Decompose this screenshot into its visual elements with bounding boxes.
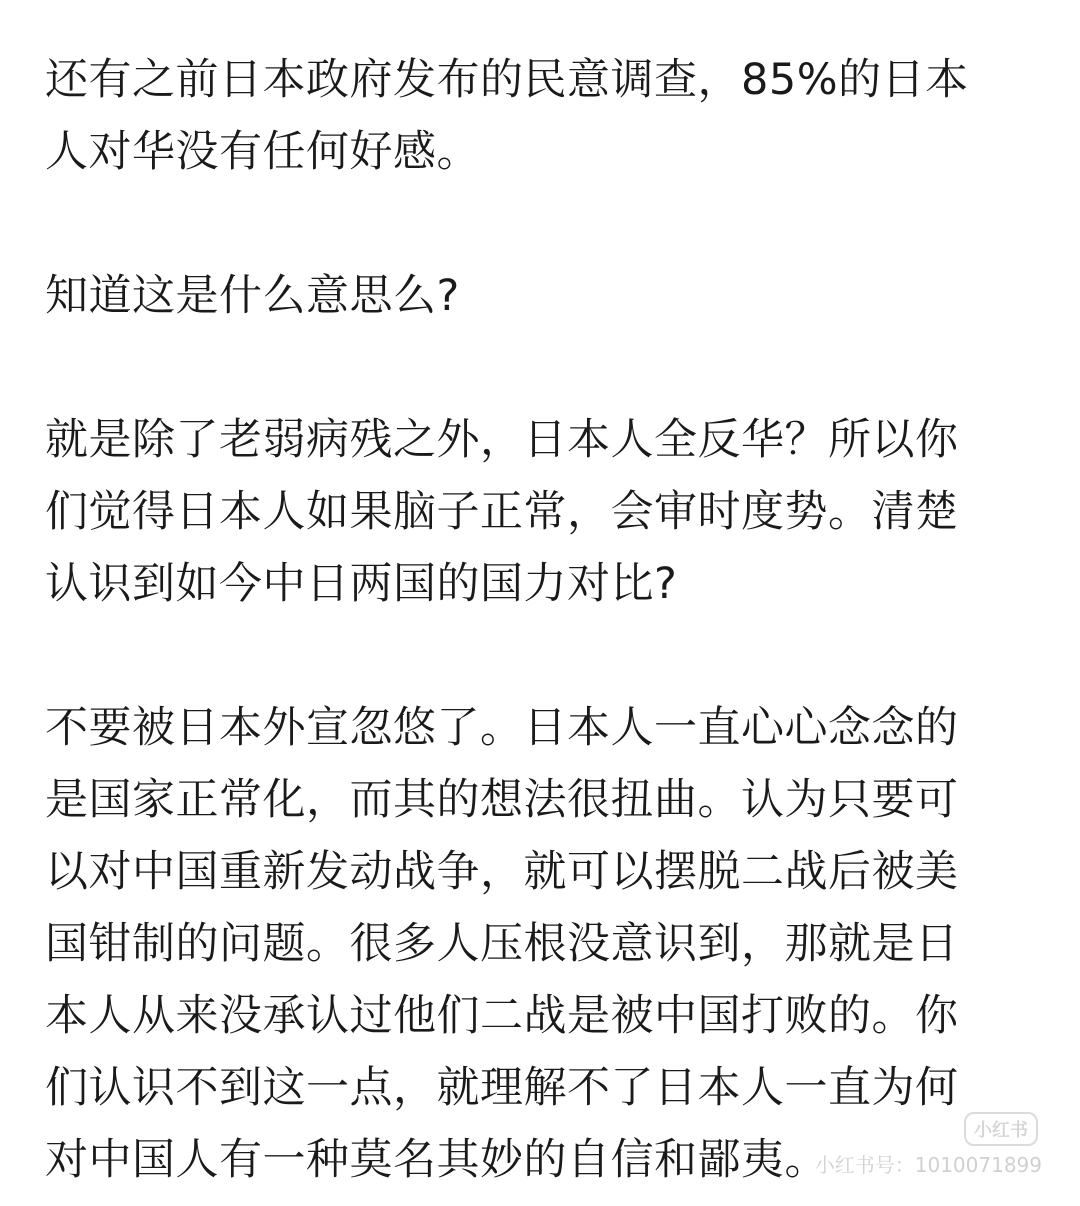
text-line: 们认识不到这一点，就理解不了日本人一直为何 bbox=[45, 1063, 959, 1113]
text-line: 们觉得日本人如果脑子正常，会审时度势。清楚 bbox=[45, 487, 959, 537]
text-line: 本人从来没承认过他们二战是被中国打败的。你 bbox=[45, 991, 959, 1041]
text-line: 是国家正常化，而其的想法很扭曲。认为只要可 bbox=[45, 775, 959, 825]
paragraph-gap bbox=[45, 620, 1035, 692]
text-line: 对中国人有一种莫名其妙的自信和鄙夷。 bbox=[45, 1135, 828, 1185]
paragraph-1 bbox=[45, 44, 1035, 188]
paragraph-gap bbox=[45, 188, 1035, 260]
paragraph-2 bbox=[45, 260, 1035, 332]
paragraph-4 bbox=[45, 692, 1035, 1196]
text-line: 就是除了老弱病残之外，日本人全反华？所以你 bbox=[45, 415, 959, 465]
text-line: 国钳制的问题。很多人压根没意识到，那就是日 bbox=[45, 919, 959, 969]
text-line: 以对中国重新发动战争，就可以摆脱二战后被美 bbox=[45, 847, 959, 897]
text-line: 认识到如今中日两国的国力对比? bbox=[45, 559, 678, 609]
watermark-id: 小红书号：1010071899 bbox=[814, 1153, 1042, 1177]
text-line: 人对华没有任何好感。 bbox=[45, 127, 480, 177]
watermark-logo: 小红书 bbox=[964, 1112, 1038, 1146]
paragraph-3 bbox=[45, 404, 1035, 620]
text-line: 不要被日本外宣忽悠了。日本人一直心心念念的 bbox=[45, 703, 959, 753]
paragraph-gap bbox=[45, 332, 1035, 404]
text-line: 知道这是什么意思么? bbox=[45, 271, 460, 321]
post-content bbox=[45, 44, 1035, 1196]
watermark bbox=[815, 1149, 1042, 1178]
text-line: 还有之前日本政府发布的民意调查，85%的日本 bbox=[45, 55, 969, 105]
